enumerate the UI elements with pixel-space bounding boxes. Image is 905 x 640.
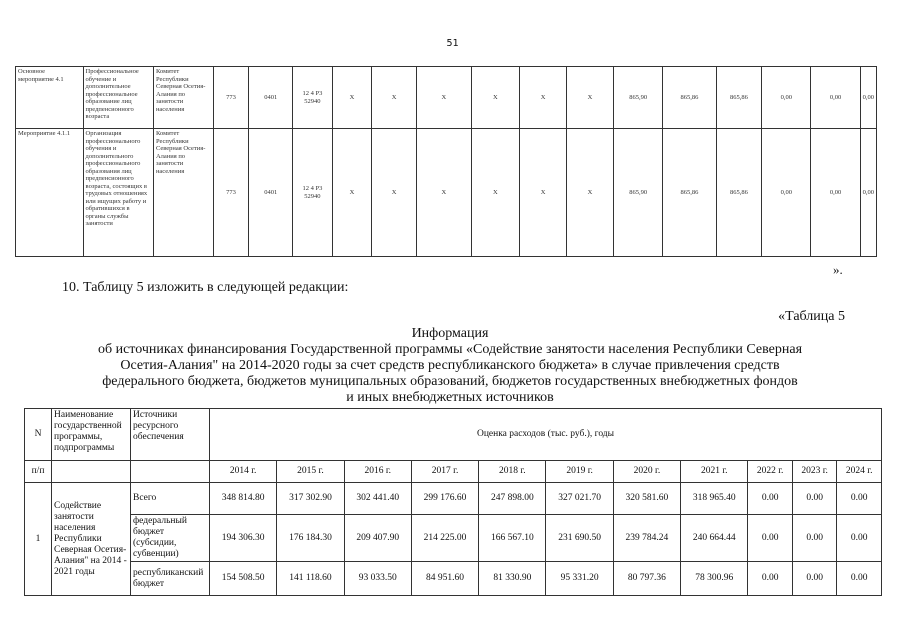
row-desc: Организация профессионального обучения и дополнительного профессионального образования лиц предпенсионного возраста, состоящих в трудовых отношениях или ищущих работу и обратившихся в органы службы занятости (83, 129, 153, 257)
value-cell: 0,00 (860, 67, 876, 129)
table-caption: «Таблица 5 (778, 309, 845, 324)
value-cell: 865,90 (613, 129, 662, 257)
x-cell: Х (520, 67, 567, 129)
source-label: Всего (131, 483, 210, 515)
table-row (25, 483, 882, 515)
value-cell: 0.00 (792, 515, 837, 562)
table-row (25, 562, 882, 596)
header-name: Наименование государственной программы, подпрограммы (52, 409, 131, 461)
value-cell: 0,00 (811, 67, 860, 129)
value-cell: 865,86 (716, 67, 762, 129)
row-number: 1 (25, 483, 52, 596)
year-header: 2014 г. (210, 461, 277, 483)
value-cell: 348 814.80 (210, 483, 277, 515)
row-desc: Профессиональное обучение и дополнительное профессиональное образование лиц предпенсионного возраста (83, 67, 153, 129)
value-cell: 0.00 (748, 515, 793, 562)
value-cell: 318 965.40 (681, 483, 748, 515)
year-header: 2024 г. (837, 461, 882, 483)
value-cell: 865,90 (613, 67, 662, 129)
value-cell: 865,86 (663, 129, 716, 257)
value-cell: 141 118.60 (277, 562, 344, 596)
table-row (16, 67, 877, 129)
title-line: федерального бюджета, бюджетов муниципальных образований, бюджетов государственных внебюджетных фондов (102, 374, 798, 389)
csr-code: 12 4 Р3 52940 (292, 129, 332, 257)
table-title (50, 326, 850, 406)
empty-cell (131, 461, 210, 483)
value-cell: 209 407.90 (344, 515, 411, 562)
x-cell: Х (332, 129, 371, 257)
grbs-code: 773 (213, 67, 249, 129)
value-cell: 317 302.90 (277, 483, 344, 515)
x-cell: Х (417, 67, 471, 129)
value-cell: 81 330.90 (479, 562, 546, 596)
value-cell: 0,00 (860, 129, 876, 257)
value-cell: 247 898.00 (479, 483, 546, 515)
funding-table (24, 408, 882, 596)
value-cell: 84 951.60 (411, 562, 478, 596)
rzpr-code: 0401 (249, 67, 293, 129)
row-name: Мероприятие 4.1.1 (16, 129, 84, 257)
title-line: и иных внебюджетных источников (346, 390, 554, 405)
value-cell: 239 784.24 (613, 515, 680, 562)
header-row (25, 409, 882, 461)
x-cell: Х (520, 129, 567, 257)
year-header: 2017 г. (411, 461, 478, 483)
year-header: 2021 г. (681, 461, 748, 483)
program-name: Содействие занятости населения Республики Северная Осетия-Алания" на 2014 - 2021 годы (52, 483, 131, 596)
value-cell: 865,86 (716, 129, 762, 257)
x-cell: Х (471, 67, 520, 129)
table-row (25, 515, 882, 562)
row-executor: Комитет Республики Северная Осетия-Алания по занятости населения (153, 67, 213, 129)
empty-cell (52, 461, 131, 483)
value-cell: 320 581.60 (613, 483, 680, 515)
table-row (16, 129, 877, 257)
top-table (15, 66, 877, 257)
year-header: 2015 г. (277, 461, 344, 483)
x-cell: Х (372, 129, 417, 257)
year-header: 2016 г. (344, 461, 411, 483)
header-n: N (25, 409, 52, 461)
value-cell: 327 021.70 (546, 483, 613, 515)
value-cell: 0.00 (748, 562, 793, 596)
closing-quote: ». (833, 262, 843, 277)
value-cell: 95 331.20 (546, 562, 613, 596)
row-executor: Комитет Республики Северная Осетия-Алания по занятости населения (153, 129, 213, 257)
value-cell: 0,00 (762, 129, 811, 257)
value-cell: 0.00 (837, 562, 882, 596)
value-cell: 302 441.40 (344, 483, 411, 515)
grbs-code: 773 (213, 129, 249, 257)
x-cell: Х (372, 67, 417, 129)
header-pp: п/п (25, 461, 52, 483)
value-cell: 176 184.30 (277, 515, 344, 562)
title-line: об источниках финансирования Государственной программы «Содействие занятости населения Республики Северная (97, 342, 803, 357)
value-cell: 0,00 (762, 67, 811, 129)
rzpr-code: 0401 (249, 129, 293, 257)
value-cell: 93 033.50 (344, 562, 411, 596)
title-line: Осетия-Алания" на 2014-2020 годы за счет средств республиканского бюджета» в случае привлечения средств (120, 358, 780, 373)
value-cell: 166 567.10 (479, 515, 546, 562)
x-cell: Х (417, 129, 471, 257)
value-cell: 194 306.30 (210, 515, 277, 562)
x-cell: Х (567, 67, 614, 129)
year-header: 2019 г. (546, 461, 613, 483)
value-cell: 240 664.44 (681, 515, 748, 562)
header-estimate: Оценка расходов (тыс. руб.), годы (210, 409, 882, 461)
value-cell: 0.00 (837, 483, 882, 515)
year-header: 2023 г. (792, 461, 837, 483)
row-name: Основное мероприятие 4.1 (16, 67, 84, 129)
header-sources: Источники ресурсного обеспечения (131, 409, 210, 461)
value-cell: 0.00 (837, 515, 882, 562)
years-row (25, 461, 882, 483)
source-label: республиканский бюджет (131, 562, 210, 596)
year-header: 2018 г. (479, 461, 546, 483)
value-cell: 231 690.50 (546, 515, 613, 562)
x-cell: Х (471, 129, 520, 257)
title-line: Информация (411, 326, 489, 341)
amendment-paragraph: 10. Таблицу 5 изложить в следующей редакции: (62, 280, 349, 295)
value-cell: 214 225.00 (411, 515, 478, 562)
page-number: 51 (446, 38, 459, 49)
value-cell: 299 176.60 (411, 483, 478, 515)
x-cell: Х (567, 129, 614, 257)
value-cell: 0.00 (792, 562, 837, 596)
value-cell: 80 797.36 (613, 562, 680, 596)
value-cell: 0,00 (811, 129, 860, 257)
x-cell: Х (332, 67, 371, 129)
value-cell: 865,86 (663, 67, 716, 129)
value-cell: 0.00 (792, 483, 837, 515)
source-label: федеральный бюджет (субсидии, субвенции) (131, 515, 210, 562)
value-cell: 0.00 (748, 483, 793, 515)
year-header: 2022 г. (748, 461, 793, 483)
year-header: 2020 г. (613, 461, 680, 483)
value-cell: 78 300.96 (681, 562, 748, 596)
csr-code: 12 4 Р3 52940 (292, 67, 332, 129)
value-cell: 154 508.50 (210, 562, 277, 596)
